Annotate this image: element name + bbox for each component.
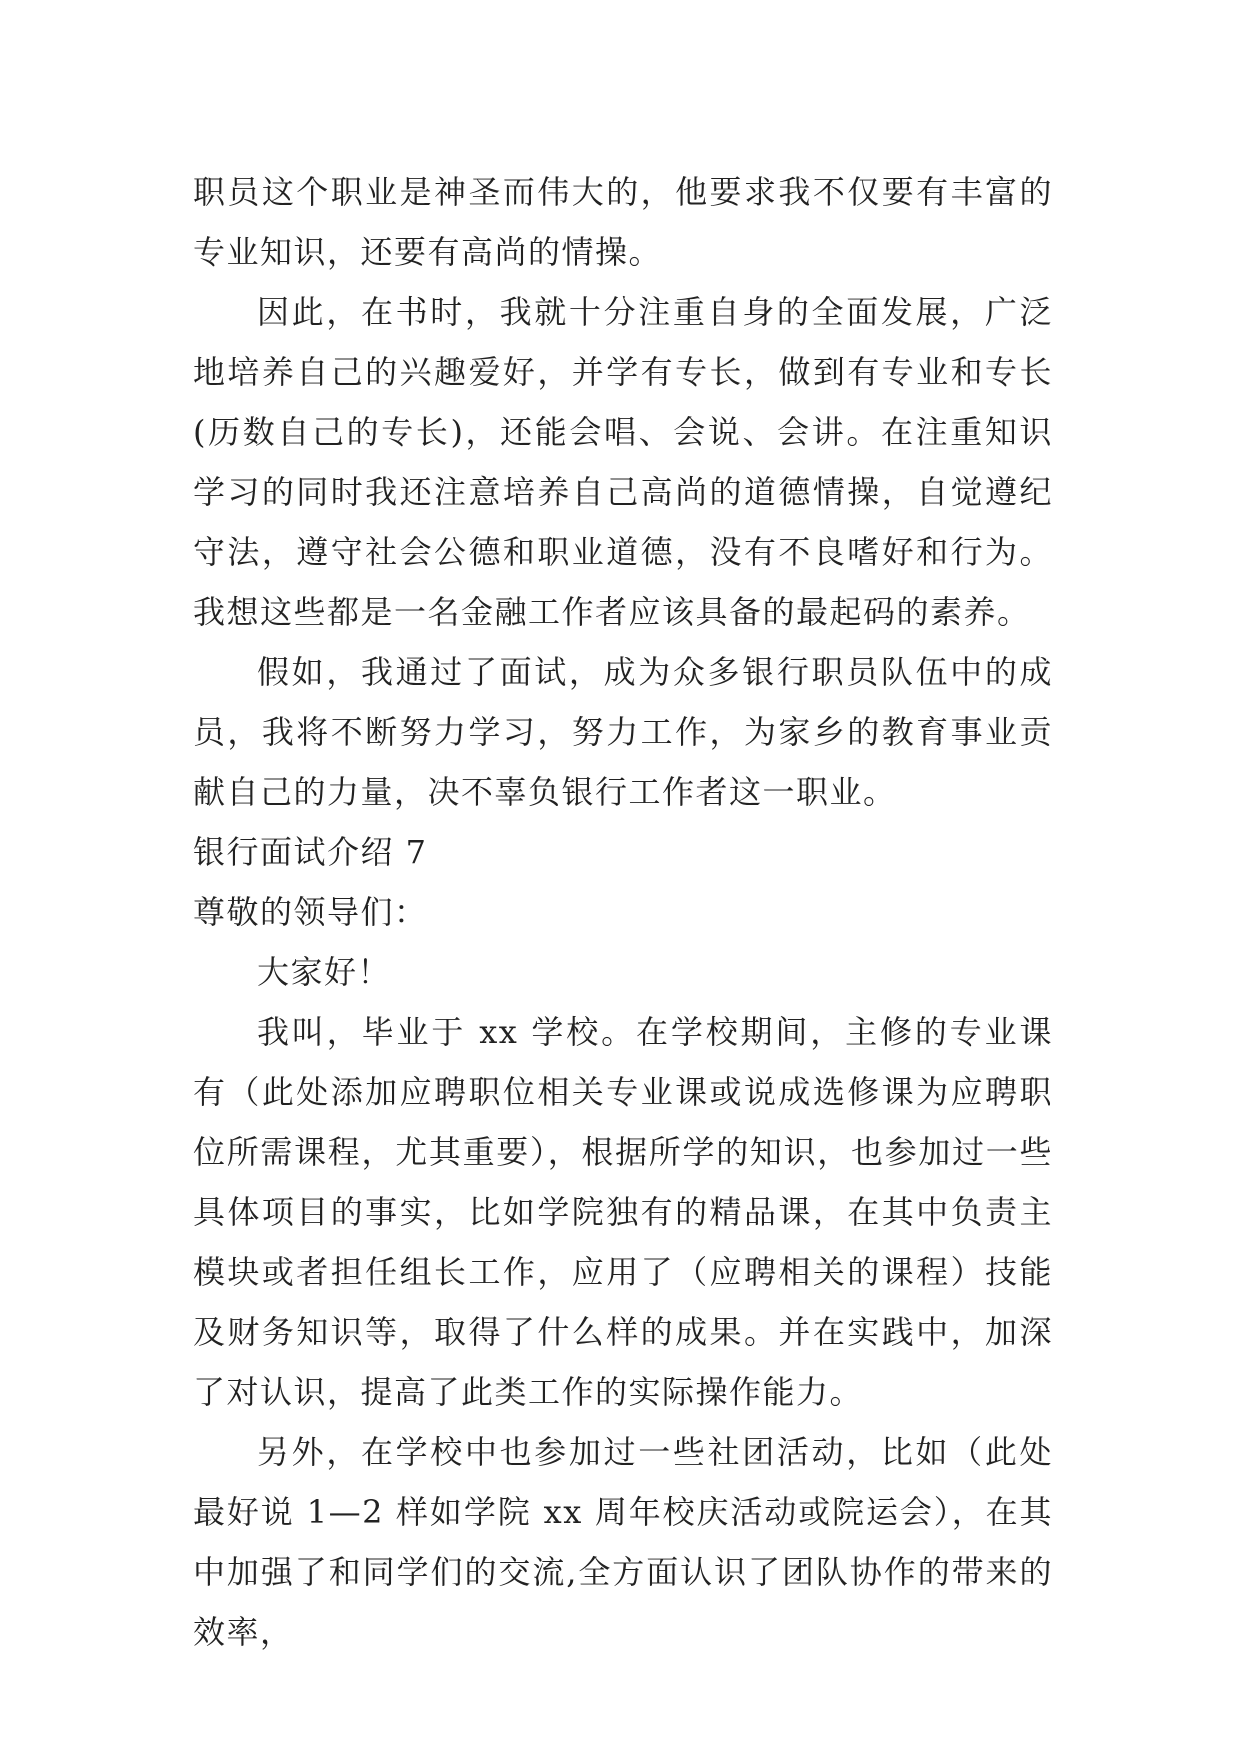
paragraph-education: 我叫，毕业于 xx 学校。在学校期间，主修的专业课有（此处添加应聘职位相关专业课或说成选修课为应聘职位所需课程，尤其重要），根据所学的知识，也参加过一些具体项目的事实，比如学院独有的精品课，在其中负责主模块或者担任组长工作，应用了（应聘相关的课程）技能及财务知识等，取得了什么样的成果。并在实践中，加深了对认识，提高了此类工作的实际操作能力。 bbox=[193, 1013, 1053, 1411]
greeting: 大家好！ bbox=[257, 953, 392, 991]
paragraph-commitment: 假如，我通过了面试，成为众多银行职员队伍中的成员，我将不断努力学习，努力工作，为家乡的教育事业贡献自己的力量，决不辜负银行工作者这一职业。 bbox=[193, 653, 1053, 811]
paragraph-activities: 另外，在学校中也参加过一些社团活动，比如（此处最好说 1—2 样如学院 xx 周年校庆活动或院运会），在其中加强了和同学们的交流,全方面认识了团队协作的带来的效率， bbox=[193, 1433, 1053, 1651]
section-title: 银行面试介绍 7 bbox=[193, 833, 428, 871]
document-body bbox=[193, 162, 1053, 1662]
paragraph-continued: 职员这个职业是神圣而伟大的，他要求我不仅要有丰富的专业知识，还要有高尚的情操。 bbox=[193, 173, 1053, 271]
paragraph-self-development: 因此，在书时，我就十分注重自身的全面发展，广泛地培养自己的兴趣爱好，并学有专长，做到有专业和专长(历数自己的专长)，还能会唱、会说、会讲。在注重知识学习的同时我还注意培养自己高尚的道德情操，自觉遵纪守法，遵守社会公德和职业道德，没有不良嗜好和行为。我想这些都是一名金融工作者应该具备的最起码的素养。 bbox=[193, 293, 1053, 631]
salutation: 尊敬的领导们： bbox=[193, 893, 428, 931]
